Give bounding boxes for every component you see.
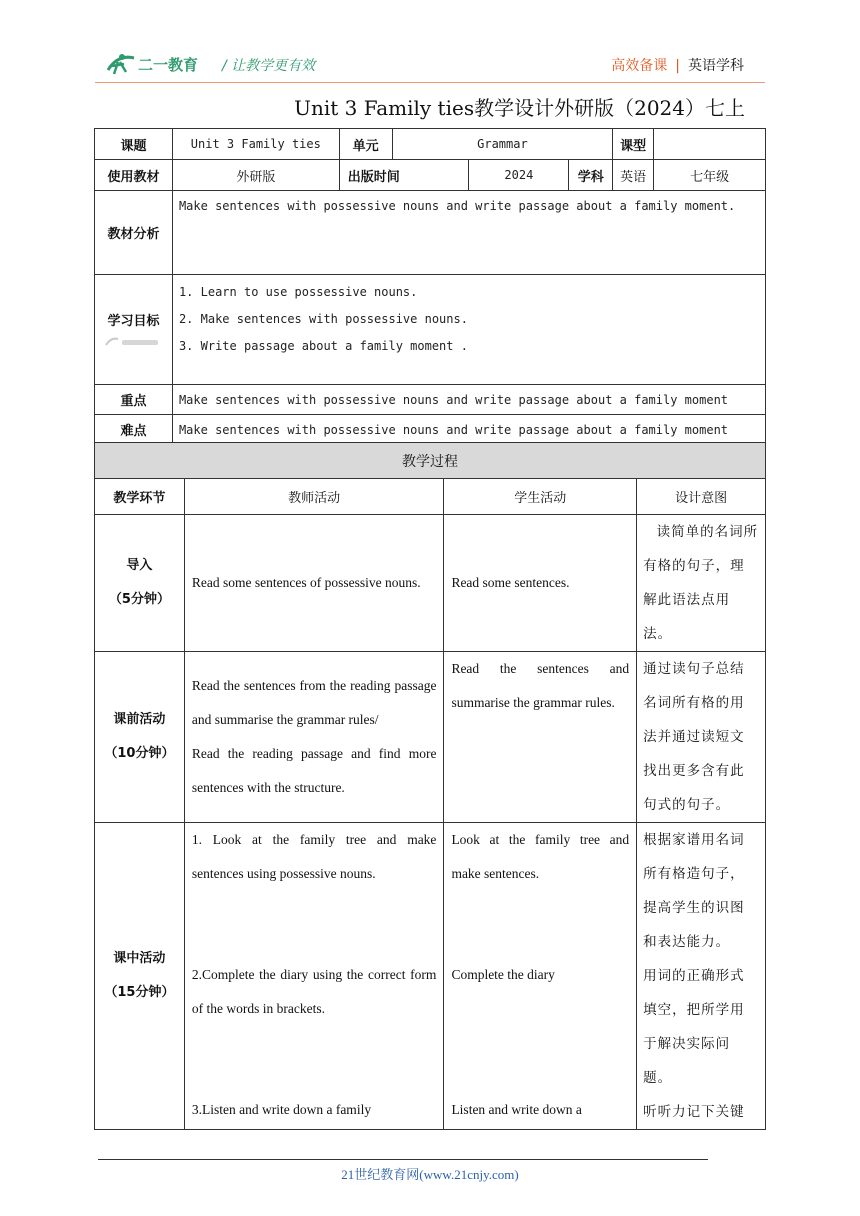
textbook-label: 使用教材	[95, 160, 173, 191]
difficult-value: Make sentences with possessive nouns and write passage about a family moment	[172, 415, 765, 445]
pubtime-value: 2024	[469, 160, 569, 191]
student-activity-text: Complete the diary	[451, 967, 555, 982]
footer-divider	[98, 1159, 708, 1160]
watermark-logo-icon	[104, 335, 162, 349]
teacher-activity-text: Read the reading passage and find more sentences with the structure.	[191, 746, 437, 795]
design-intent-text: 根据家谱用名词所有格造句子，提高学生的识图和表达能力。	[643, 832, 745, 950]
header-divider	[95, 82, 765, 83]
student-activity	[444, 823, 637, 1130]
textbook-value: 外研版	[172, 160, 339, 191]
header-tag-subject: 英语学科	[688, 58, 744, 74]
header-separator: |	[675, 58, 680, 74]
design-intent-text: 听听力记下关键	[643, 1104, 745, 1120]
grade-value: 七年级	[654, 160, 766, 191]
teacher-activity	[184, 823, 444, 1130]
design-intent	[637, 652, 766, 823]
type-label: 课型	[613, 129, 654, 160]
header-student: 学生活动	[444, 479, 637, 515]
objectives-label: 学习目标	[107, 314, 160, 329]
stage-time: （5分钟）	[108, 592, 170, 607]
objective-item: 2. Make sentences with possessive nouns.	[178, 312, 468, 326]
student-activity-text: Read the sentences and summarise the grammar rules.	[451, 661, 630, 710]
student-activity-text: Read some sentences.	[451, 575, 570, 590]
type-value	[654, 129, 766, 160]
key-label: 重点	[95, 385, 173, 415]
teacher-activity-text: Read some sentences of possessive nouns.	[191, 575, 421, 590]
info-table	[94, 128, 766, 445]
subject-label: 学科	[569, 160, 613, 191]
page-title: Unit 3 Family ties教学设计外研版（2024）七上	[294, 96, 745, 120]
stage-cell	[95, 652, 185, 823]
stage-name: 课中活动	[113, 951, 166, 966]
objective-item: 1. Learn to use possessive nouns.	[178, 285, 418, 299]
stage-name: 课前活动	[113, 712, 166, 727]
process-table	[94, 442, 766, 1130]
header-intent: 设计意图	[637, 479, 766, 515]
table-row	[95, 515, 766, 652]
slogan: / 让教学更有效	[222, 58, 316, 74]
header-stage: 教学环节	[95, 479, 185, 515]
teacher-activity-text: Read the sentences from the reading passage and summarise the grammar rules/	[191, 678, 437, 727]
difficult-label: 难点	[95, 415, 173, 445]
topic-value: Unit 3 Family ties	[172, 129, 339, 160]
stage-time: （10分钟）	[104, 746, 175, 761]
footer-source: 21世纪教育网(www.21cnjy.com)	[341, 1167, 519, 1182]
teacher-activity-text: 2.Complete the diary using the correct form of the words in brackets.	[191, 967, 437, 1016]
design-intent-text: 读简单的名词所有格的句子，理解此语法点用法。	[643, 524, 759, 642]
design-intent	[637, 823, 766, 1130]
header-teacher: 教师活动	[184, 479, 444, 515]
header-tags	[611, 55, 744, 75]
objectives-label-cell	[95, 275, 173, 385]
logo-icon	[104, 48, 224, 80]
subject-value: 英语	[613, 160, 654, 191]
stage-cell	[95, 515, 185, 652]
analysis-value: Make sentences with possessive nouns and write passage about a family moment.	[172, 191, 765, 275]
stage-cell	[95, 823, 185, 1130]
stage-time: （15分钟）	[104, 985, 175, 1000]
student-activity	[444, 515, 637, 652]
teacher-activity	[184, 652, 444, 823]
teacher-activity-text: 3.Listen and write down a family	[191, 1102, 372, 1117]
header-tag-prep: 高效备课	[611, 58, 668, 74]
design-intent	[637, 515, 766, 652]
objective-item: 3. Write passage about a family moment .	[178, 339, 468, 353]
pubtime-label: 出版时间	[339, 160, 469, 191]
unit-value: Grammar	[392, 129, 613, 160]
teacher-activity-text: 1. Look at the family tree and make sentences using possessive nouns.	[191, 832, 437, 881]
logo-text: 二一教育	[138, 56, 199, 74]
student-activity-text: Listen and write down a	[451, 1102, 582, 1117]
objectives-list	[172, 275, 765, 385]
table-row	[95, 823, 766, 1130]
table-row	[95, 652, 766, 823]
design-intent-text: 通过读句子总结名词所有格的用法并通过读短文找出更多含有此句式的句子。	[643, 661, 745, 813]
student-activity-text: Look at the family tree and make sentences.	[451, 832, 630, 881]
topic-label: 课题	[95, 129, 173, 160]
student-activity	[444, 652, 637, 823]
page-header	[0, 0, 860, 90]
stage-name: 导入	[126, 558, 153, 573]
process-title: 教学过程	[95, 443, 766, 479]
teacher-activity	[184, 515, 444, 652]
analysis-label: 教材分析	[95, 191, 173, 275]
unit-label: 单元	[339, 129, 392, 160]
design-intent-text: 用词的正确形式填空，把所学用于解决实际问题。	[643, 968, 745, 1086]
key-value: Make sentences with possessive nouns and write passage about a family moment	[172, 385, 765, 415]
